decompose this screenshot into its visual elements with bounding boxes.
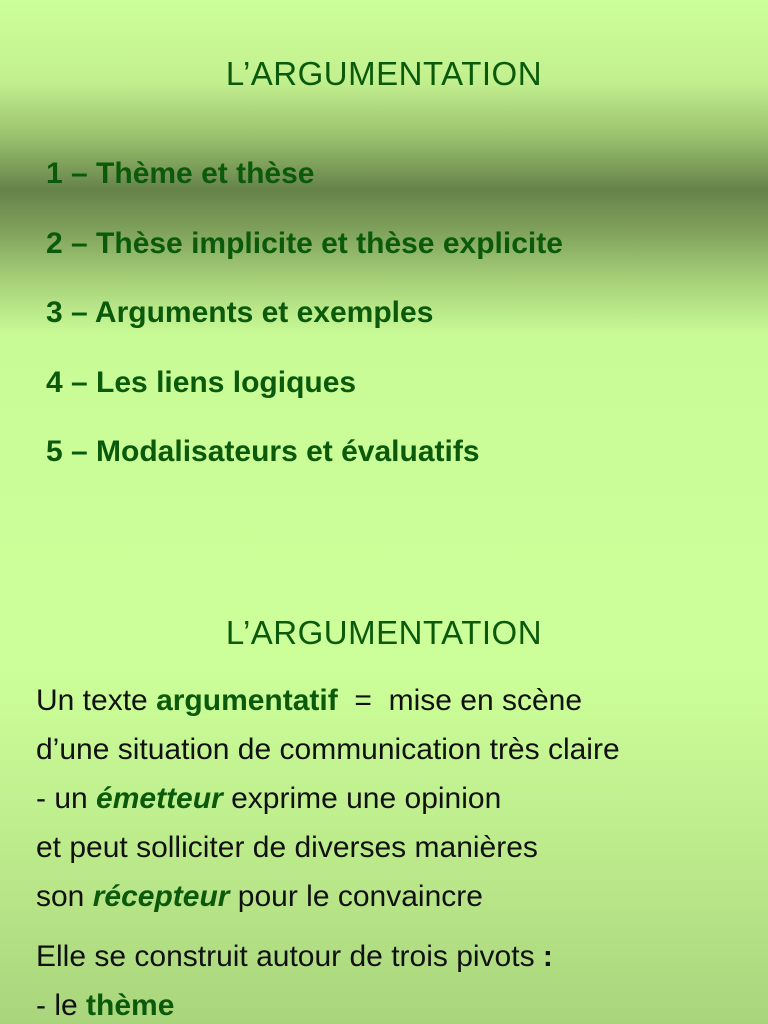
keyword: émetteur xyxy=(96,782,223,815)
text-line xyxy=(36,774,620,823)
slide-title: L’ARGUMENTATION xyxy=(225,55,543,92)
text-line xyxy=(36,872,620,921)
list-item: 5 – Modalisateurs et évaluatifs xyxy=(46,435,480,468)
keyword: argumentatif xyxy=(156,684,338,717)
slide-title: L’ARGUMENTATION xyxy=(225,614,543,651)
text-run: - un xyxy=(36,782,97,815)
text-run: : xyxy=(542,940,553,973)
text-run: son xyxy=(36,880,93,913)
keyword: thème xyxy=(86,989,175,1022)
text-run: exprime une opinion xyxy=(222,782,502,815)
text-run: Un texte xyxy=(36,684,157,717)
text-line xyxy=(36,932,620,981)
slide-2 xyxy=(0,576,768,1024)
list-item: 4 – Les liens logiques xyxy=(46,365,357,399)
text-line: d’une situation de communication très claire xyxy=(36,733,620,766)
list-item: 3 – Arguments et exemples xyxy=(46,296,434,329)
list-item: 2 – Thèse implicite et thèse explicite xyxy=(46,226,563,260)
text-run: pour le convaincre xyxy=(229,880,483,913)
slide-body xyxy=(36,676,620,1024)
text-run: = mise en scène xyxy=(337,684,583,717)
table-of-contents xyxy=(46,154,563,502)
text-line: et peut solliciter de diverses manières xyxy=(36,831,538,864)
text-line xyxy=(36,981,620,1024)
text-line xyxy=(36,676,620,725)
text-run: - le xyxy=(36,989,87,1022)
keyword: récepteur xyxy=(92,880,230,913)
list-item: 1 – Thème et thèse xyxy=(46,157,315,190)
text-run: Elle se construit autour de trois pivots xyxy=(36,940,543,973)
